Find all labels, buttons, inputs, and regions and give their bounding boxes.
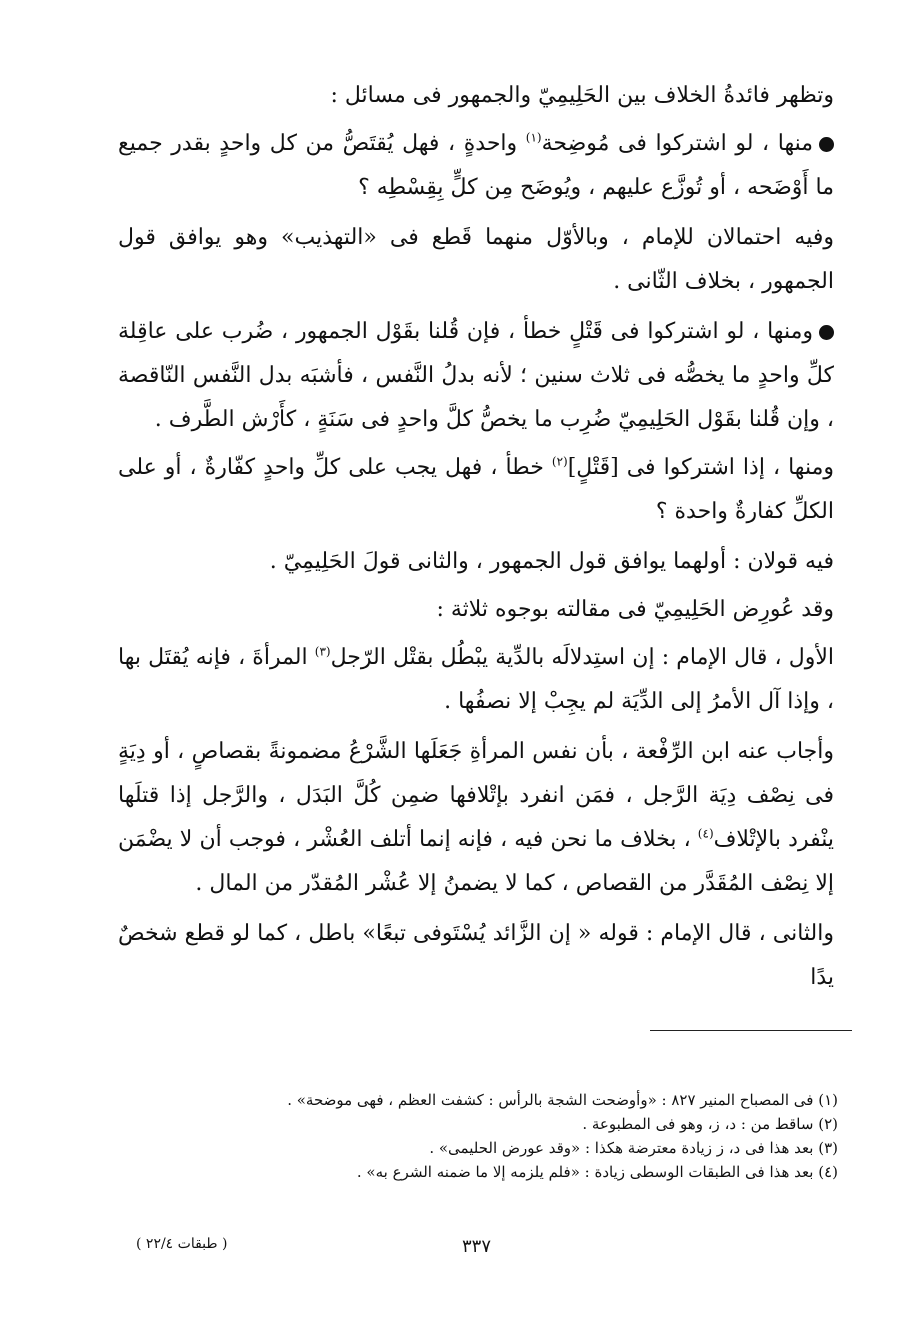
signature-label: ( طبقات ٢٢/٤ ) bbox=[136, 1236, 228, 1252]
paragraph-text: المرأةَ ، فإنه يُقتَل بها ، وإذا آل الأمرُ إلى الدِّيَة لم يجِبْ إلا نصفُها . bbox=[118, 645, 834, 714]
paragraph bbox=[118, 310, 834, 442]
page-number: ٣٣٧ bbox=[462, 1236, 492, 1257]
paragraph bbox=[118, 122, 834, 210]
footnote-separator bbox=[650, 1030, 852, 1031]
paragraph-text: وتظهر فائدةُ الخلاف بين الحَلِيمِيّ والجمهور فى مسائل : bbox=[330, 83, 834, 108]
paragraph bbox=[118, 588, 834, 632]
paragraph-text: واحدةٍ ، فهل يُقتَصُّ من كل واحدٍ بقدر جميع ما أَوْضَحه ، أو تُوزَّع عليهم ، ويُوضَح مِن كلٍّ بِقِسْطِه ؟ bbox=[118, 131, 834, 200]
paragraph-text: وفيه احتمالان للإمام ، وبالأوّل منهما قَطع فى «التهذيب» وهو يوافق قول الجمهور ، بخلاف الثّانى . bbox=[118, 225, 834, 294]
bullet-icon bbox=[819, 137, 834, 152]
paragraph-text: ومنها ، لو اشتركوا فى قَتْلٍ خطأ ، فإن قُلنا بقَوْل الجمهور ، ضُرب على عاقِلة كلِّ واحدٍ ما يخصُّه فى ثلاث سنين ؛ لأنه بدلُ النَّفس ، فأشبَه بدل النَّفس النّاقصة ، وإن قُلنا بقَوْل الحَلِيمِيّ ضُرِب ما يخصُّ كلَّ واحدٍ فى سَنَةٍ ، كأَرْش الطَّرف . bbox=[118, 319, 834, 432]
paragraph-text: خطأ ، فهل يجب على كلِّ واحدٍ كفّارةٌ ، أو على الكلِّ كفارةٌ واحدة ؟ bbox=[118, 455, 834, 524]
paragraph-text: منها ، لو اشتركوا فى مُوضِحة bbox=[541, 131, 814, 156]
footnote-marker: (٤) bbox=[697, 826, 714, 841]
footnote: (٣) بعد هذا فى د، ز زيادة معترضة هكذا : «وقد عورض الحليمى» . bbox=[429, 1139, 838, 1157]
main-text bbox=[118, 74, 834, 1000]
bullet-icon bbox=[819, 325, 834, 340]
paragraph bbox=[118, 446, 834, 534]
paragraph bbox=[118, 74, 834, 118]
paragraph-text: ومنها ، إذا اشتركوا فى [قَتْلٍ] bbox=[567, 455, 834, 480]
paragraph bbox=[118, 912, 834, 1000]
paragraph bbox=[118, 540, 834, 584]
paragraph-text: ، بخلاف ما نحن فيه ، فإنه إنما أتلف العُشْر ، فوجب أن لا يضْمَن إلا نِصْف المُقَدَّر من القصاص ، كما لا يضمنُ إلا عُشْر المُقدّر من المال . bbox=[118, 827, 834, 896]
footnote: (٢) ساقط من : د، ز، وهو فى المطبوعة . bbox=[582, 1115, 838, 1133]
footnote-marker: (١) bbox=[525, 130, 542, 145]
footnotes bbox=[250, 1088, 838, 1184]
paragraph-text: وأجاب عنه ابن الرِّفْعة ، بأن نفس المرأةِ جَعَلَها الشَّرْعُ مضمونةً بقصاصٍ ، أو دِيَةٍ فى نِصْف دِيَة الرَّجل ، فمَن انفرد بإتْلافها ضمِن كُلَّ البَدَل ، والرَّجل إذا قتلَها ينْفرد بالإتْلاف bbox=[118, 739, 835, 852]
footnote: (٤) بعد هذا فى الطبقات الوسطى زيادة : «فلم يلزمه إلا ما ضمنه الشرع به» . bbox=[356, 1163, 838, 1181]
paragraph-text: فيه قولان : أولهما يوافق قول الجمهور ، والثانى قولَ الحَلِيمِيّ . bbox=[269, 549, 834, 574]
paragraph bbox=[118, 636, 834, 724]
footnote: (١) فى المصباح المنير ٨٢٧ : «وأوضحت الشجة بالرأس : كشفت العظم ، فهى موضحة» . bbox=[287, 1091, 838, 1109]
paragraph-text: الأول ، قال الإمام : إن استِدلالَه بالدِّية يبْطُل بقتْل الرّجل bbox=[330, 645, 834, 670]
paragraph bbox=[118, 216, 834, 304]
footnote-marker: (٢) bbox=[551, 454, 568, 469]
paragraph-text: والثانى ، قال الإمام : قوله « إن الزَّائد يُسْتَوفى تبعًا» باطل ، كما لو قطع شخصٌ يدًا bbox=[118, 921, 834, 990]
paragraph-text: وقد عُورِض الحَلِيمِيّ فى مقالته بوجوه ثلاثة : bbox=[436, 597, 834, 622]
footnote-marker: (٣) bbox=[314, 644, 331, 659]
paragraph bbox=[118, 730, 834, 906]
